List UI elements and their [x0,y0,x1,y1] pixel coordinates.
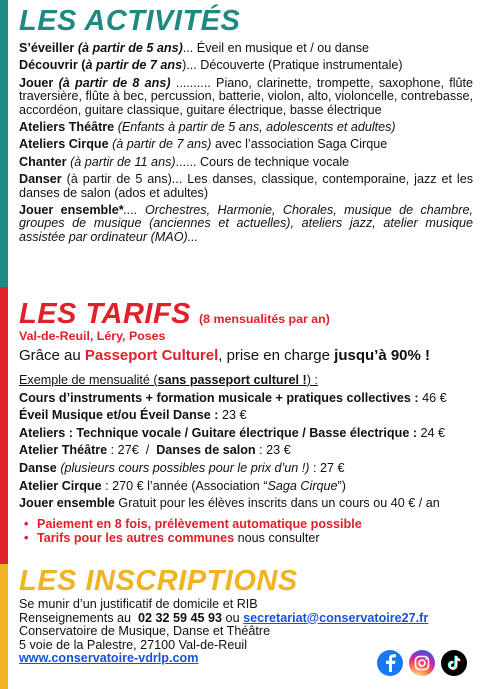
phone-number[interactable]: 02 32 59 45 93 [138,610,223,625]
activity-item: Jouer (à partir de 8 ans) .......... Piano, clarinette, trompette, saxophone, flûte traversière, flûte à bec, percussion, batterie, violon, alto, violoncelle, contrebasse, accordéon, guitare classique, guitare électrique, basse électrique [19,75,474,117]
activity-item: Ateliers Cirque (à partir de 7 ans) avec l’association Saga Cirque [19,137,388,152]
sidebar-red-segment [0,287,8,564]
color-sidebar [0,0,8,689]
activity-item: Danser (à partir de 5 ans)... Les danses, classique, contemporaine, jazz et les danses de salon (ados et adultes) [19,172,474,200]
tarifs-title: LES TARIFS [19,298,192,330]
tarif-line: Cours d’instruments + formation musicale + pratiques collectives : 46 € [19,390,447,405]
list-item: • Paiement en 8 fois, prélèvement automatique possible [19,517,473,531]
tarifs-notes [19,517,473,545]
example-heading: Exemple de mensualité (sans passeport culturel !) : [19,373,318,387]
tarifs-header [19,299,473,329]
facebook-icon[interactable] [377,650,403,676]
tarif-line: Jouer ensemble Gratuit pour les élèves inscrits dans un cours ou 40 € / an [19,496,440,511]
tarifs-section [19,299,473,545]
documents-line: Se munir d’un justificatif de domicile et RIB [19,597,258,611]
activity-item: Chanter (à partir de 11 ans)...... Cours de technique vocale [19,154,350,169]
tiktok-icon[interactable] [441,650,467,676]
activites-list [19,42,473,244]
instagram-icon[interactable] [409,650,435,676]
activites-title: LES ACTIVITÉS [19,5,241,37]
tarif-line: Ateliers : Technique vocale / Guitare électrique / Basse électrique : 24 € [19,425,446,440]
inscriptions-title: LES INSCRIPTIONS [19,565,298,597]
tarifs-towns: Val-de-Reuil, Léry, Poses [19,329,166,343]
email-link[interactable]: secretariat@conservatoire27.fr [243,610,429,625]
activity-item: S’éveiller (à partir de 5 ans)... Éveil en musique et / ou danse [19,41,370,55]
address-street: 5 voie de la Palestre, 27100 Val-de-Reuil [19,637,247,652]
passeport-line: Grâce au Passeport Culturel, prise en charge jusqu’à 90% ! [19,347,431,364]
tarif-line: Danse (plusieurs cours possibles pour le prix d’un !) : 27 € [19,460,345,475]
contact-line: Renseignements au 02 32 59 45 93 ou secretariat@conservatoire27.fr [19,610,429,625]
tarif-line: Atelier Cirque : 270 € l’année (Association “Saga Cirque”) [19,478,346,493]
tarif-list [19,374,473,511]
address-name: Conservatoire de Musique, Danse et Théâtre [19,624,271,639]
activity-item: Jouer ensemble*.... Orchestres, Harmonie, Chorales, musique de chambre, groupes de musique (anciennes et actuelles), ateliers jazz, atelier musique assistée par ordinateur (MAO)... [19,203,473,244]
website-link[interactable]: www.conservatoire-vdrlp.com [19,651,199,666]
activity-item: Ateliers Théâtre (Enfants à partir de 5 ans, adolescents et adultes) [19,120,396,135]
tarifs-subtitle: (8 mensualités par an) [199,312,330,326]
tarif-line: Éveil Musique et/ou Éveil Danse : 23 € [19,408,247,423]
social-icons [377,650,467,676]
activity-item: Découvrir (à partir de 7 ans)... Découverte (Pratique instrumentale) [19,58,403,73]
list-item: • Tarifs pour les autres communes nous consulter [19,531,473,545]
sidebar-teal-segment [0,0,8,287]
sidebar-gold-segment [0,564,8,689]
tarif-line: Atelier Théâtre : 27€ / Danses de salon : 23 € [19,443,291,458]
activites-section [19,6,473,248]
